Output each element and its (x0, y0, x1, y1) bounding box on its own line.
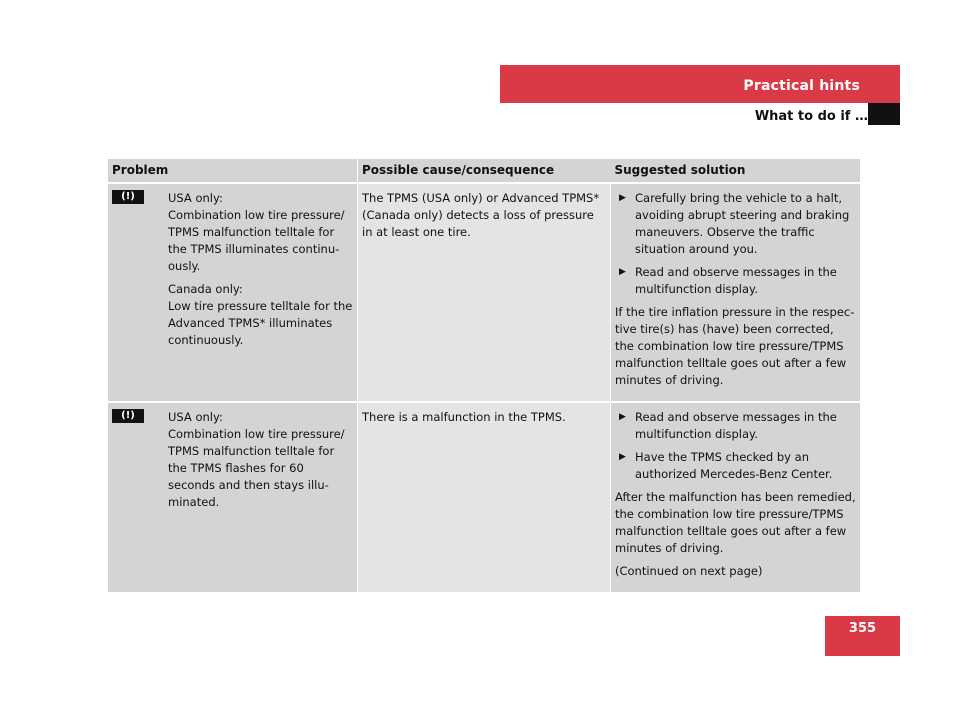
solution-note: If the tire inflation pressure in the respec- tive tire(s) has (have) been corrected, the combination low tire pressure/TPMS malfunction telltale goes out after a few minutes of driving. (615, 305, 855, 387)
solution-step: ▶ Read and observe messages in the multifunction display. (619, 410, 837, 441)
cause-cell (358, 402, 611, 593)
header-marker-block (868, 103, 900, 125)
cause-cell (358, 183, 611, 402)
problem-text: Canada only: Low tire pressure telltale for the Advanced TPMS* illuminates continuously. (168, 282, 353, 347)
continued-note: (Continued on next page) (615, 564, 763, 578)
column-header-cause: Possible cause/consequence (358, 159, 611, 183)
solution-step: ▶ Read and observe messages in the multifunction display. (619, 265, 837, 296)
section-title: Practical hints (743, 78, 860, 94)
step-arrow-icon: ▶ (619, 452, 626, 462)
tire-pressure-warning-icon: (!) (112, 409, 144, 423)
page-number-box (825, 616, 900, 656)
step-arrow-icon: ▶ (619, 412, 626, 422)
tire-pressure-warning-icon: (!) (112, 190, 144, 204)
problem-text: USA only: Combination low tire pressure/ TPMS malfunction telltale for the TPMS illuminates continu- ously. (168, 191, 345, 273)
section-header-band (500, 65, 900, 103)
table-row (108, 183, 860, 402)
hints-table (108, 159, 860, 594)
page-number: 355 (848, 621, 877, 636)
table-header-row (108, 159, 860, 183)
solution-note: After the malfunction has been remedied, the combination low tire pressure/TPMS malfunction telltale goes out after a few minutes of driving. (615, 490, 856, 555)
solution-cell (611, 183, 861, 402)
solution-step: ▶ Have the TPMS checked by an authorized Mercedes-Benz Center. (619, 450, 833, 481)
step-arrow-icon: ▶ (619, 267, 626, 277)
cause-text: There is a malfunction in the TPMS. (362, 410, 566, 424)
table-row (108, 402, 860, 593)
solution-step: ▶ Carefully bring the vehicle to a halt, avoiding abrupt steering and braking maneuvers. Observe the traffic situation around you. (619, 191, 850, 256)
step-arrow-icon: ▶ (619, 193, 626, 203)
problem-text: USA only: Combination low tire pressure/ TPMS malfunction telltale for the TPMS flashes for 60 seconds and then stays illu- minated. (168, 410, 345, 509)
solution-cell (611, 402, 861, 593)
section-subtitle: What to do if … (754, 109, 868, 124)
column-header-solution: Suggested solution (611, 159, 861, 183)
column-header-problem: Problem (108, 159, 358, 183)
problem-cell (164, 183, 358, 402)
problem-cell (164, 402, 358, 593)
cause-text: The TPMS (USA only) or Advanced TPMS* (Canada only) detects a loss of pressure in at least one tire. (362, 191, 600, 239)
